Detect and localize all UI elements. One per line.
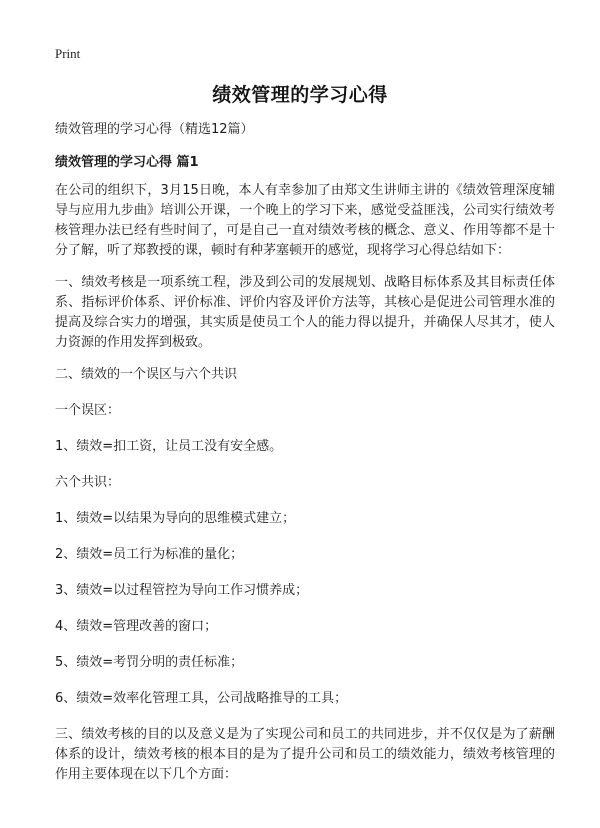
document-subtitle: 绩效管理的学习心得（精选12篇） [55, 122, 254, 137]
paragraph-point-3: 三、绩效考核的目的以及意义是为了实现公司和员工的共同进步，并不仅仅是为了薪酬体系的设计，绩效考核的根本目的是为了提升公司和员工的绩效能力，绩效考核管理的作用主要体现在以下几个方面： [55, 727, 555, 782]
section-heading: 绩效管理的学习心得 篇1 [55, 155, 199, 170]
document-body [55, 120, 555, 797]
paragraph-consensus-6: 6、绩效=效率化管理工具，公司战略推导的工具； [55, 691, 348, 706]
paragraph-consensus-2: 2、绩效=员工行为标准的量化； [55, 547, 244, 562]
paragraph-consensus-heading: 六个共识： [55, 475, 121, 490]
paragraph-misconception-1: 1、绩效=扣工资，让员工没有安全感。 [55, 439, 283, 454]
paragraph-point-2-heading: 二、绩效的一个误区与六个共识 [55, 367, 238, 382]
paragraph-intro: 在公司的组织下，3月15日晚，本人有幸参加了由郑文生讲师主讲的《绩效管理深度辅导与应用九步曲》培训公开课，一个晚上的学习下来，感觉受益匪浅，公司实行绩效考核管理办法已经有些时间了，可是自己一直对绩效考核的概念、意义、作用等都不是十分了解，听了郑教授的课，顿时有种茅塞顿开的感觉，现将学习心得总结如下： [55, 183, 555, 258]
print-label: Print [55, 46, 81, 61]
paragraph-point-1: 一、绩效考核是一项系统工程，涉及到公司的发展规划、战略目标体系及其目标责任体系、指标评价体系、评价标准、评价内容及评价方法等，其核心是促进公司管理水准的提高及综合实力的增强，其实质是使员工个人的能力得以提升，并确保人尽其才，使人力资源的作用发挥到极致。 [55, 275, 555, 350]
paragraph-consensus-3: 3、绩效=以过程管控为导向工作习惯养成； [55, 583, 309, 598]
document-title: 绩效管理的学习心得 [212, 84, 388, 106]
paragraph-misconception-heading: 一个误区： [55, 403, 121, 418]
paragraph-consensus-1: 1、绩效=以结果为导向的思维模式建立； [55, 511, 296, 526]
paragraph-consensus-5: 5、绩效=考罚分明的责任标准； [55, 655, 244, 670]
paragraph-consensus-4: 4、绩效=管理改善的窗口； [55, 619, 218, 634]
